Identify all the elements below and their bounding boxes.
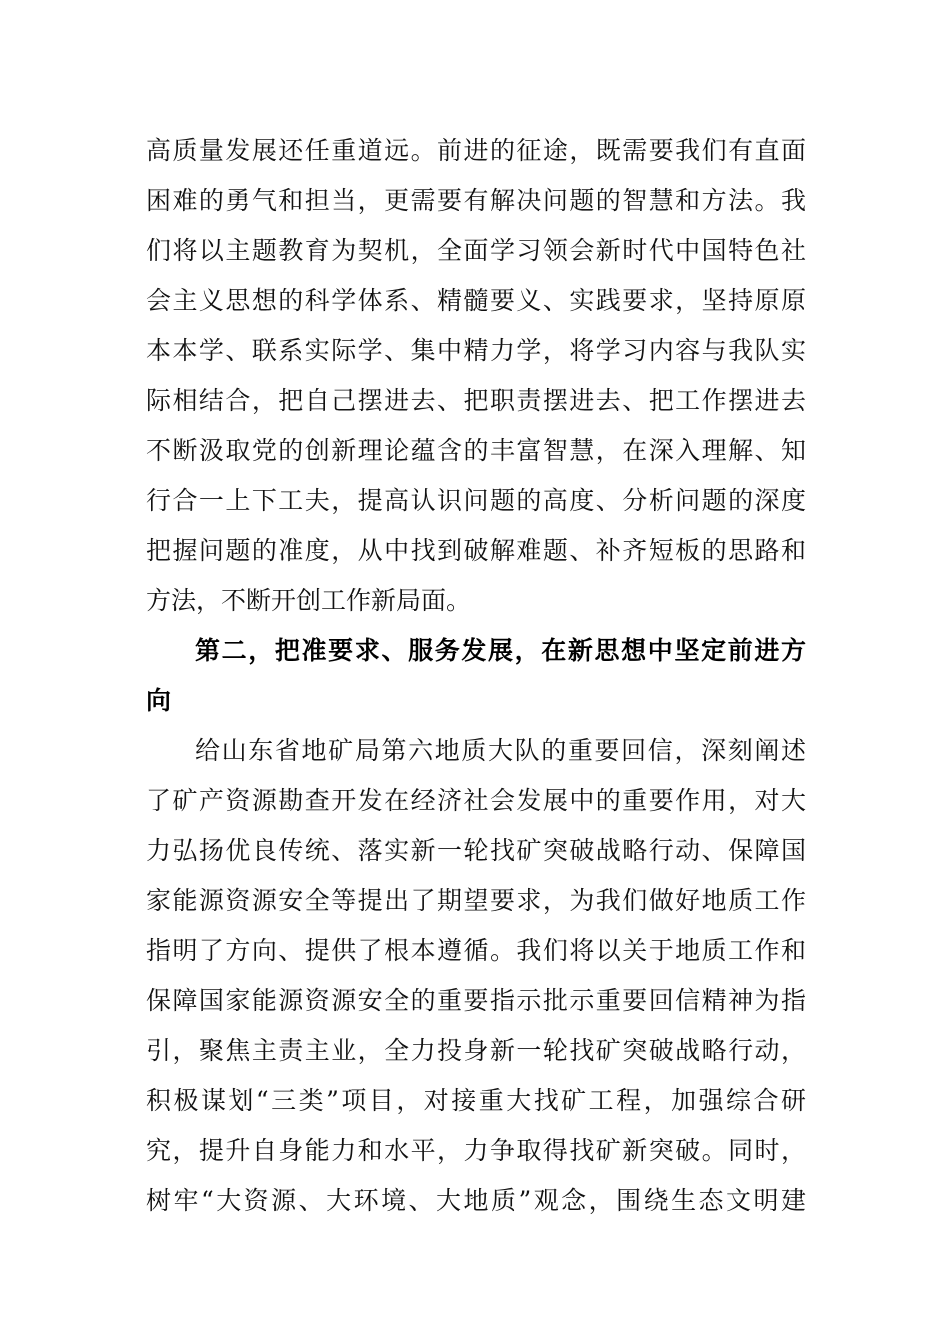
paragraph-line: 行合一上下工夫，提高认识问题的高度、分析问题的深度 xyxy=(146,486,806,515)
paragraph-line: 困难的勇气和担当，更需要有解决问题的智慧和方法。我 xyxy=(146,186,806,215)
paragraph-line: 了矿产资源勘查开发在经济社会发展中的重要作用，对大 xyxy=(146,786,806,815)
paragraph-line: 指明了方向、提供了根本遵循。我们将以关于地质工作和 xyxy=(146,936,806,965)
paragraph-line: 高质量发展还任重道远。前进的征途，既需要我们有直面 xyxy=(146,136,806,165)
paragraph-line: 把握问题的准度，从中找到破解难题、补齐短板的思路和 xyxy=(146,536,806,565)
paragraph-line: 保障国家能源资源安全的重要指示批示重要回信精神为指 xyxy=(146,986,806,1015)
paragraph-line: 树牢“大资源、大环境、大地质”观念，围绕生态文明建 xyxy=(146,1186,806,1215)
section-heading-line: 向 xyxy=(146,686,172,715)
paragraph-line: 力弘扬优良传统、落实新一轮找矿突破战略行动、保障国 xyxy=(146,836,806,865)
paragraph-line: 引，聚焦主责主业，全力投身新一轮找矿突破战略行动， xyxy=(146,1036,806,1065)
section-heading-line: 第二，把准要求、服务发展，在新思想中坚定前进方 xyxy=(195,636,806,665)
paragraph-line: 方法，不断开创工作新局面。 xyxy=(146,586,472,615)
paragraph-line: 究，提升自身能力和水平，力争取得找矿新突破。同时， xyxy=(146,1136,806,1165)
paragraph-line: 会主义思想的科学体系、精髓要义、实践要求，坚持原原 xyxy=(146,286,806,315)
paragraph-line: 积极谋划“三类”项目，对接重大找矿工程，加强综合研 xyxy=(146,1086,806,1115)
paragraph-line: 不断汲取党的创新理论蕴含的丰富智慧，在深入理解、知 xyxy=(146,436,806,465)
paragraph-line: 给山东省地矿局第六地质大队的重要回信，深刻阐述 xyxy=(195,736,806,765)
paragraph-line: 们将以主题教育为契机，全面学习领会新时代中国特色社 xyxy=(146,236,806,265)
paragraph-line: 家能源资源安全等提出了期望要求，为我们做好地质工作 xyxy=(146,886,806,915)
paragraph-line: 本本学、联系实际学、集中精力学，将学习内容与我队实 xyxy=(146,336,806,365)
paragraph-line: 际相结合，把自己摆进去、把职责摆进去、把工作摆进去 xyxy=(146,386,806,415)
